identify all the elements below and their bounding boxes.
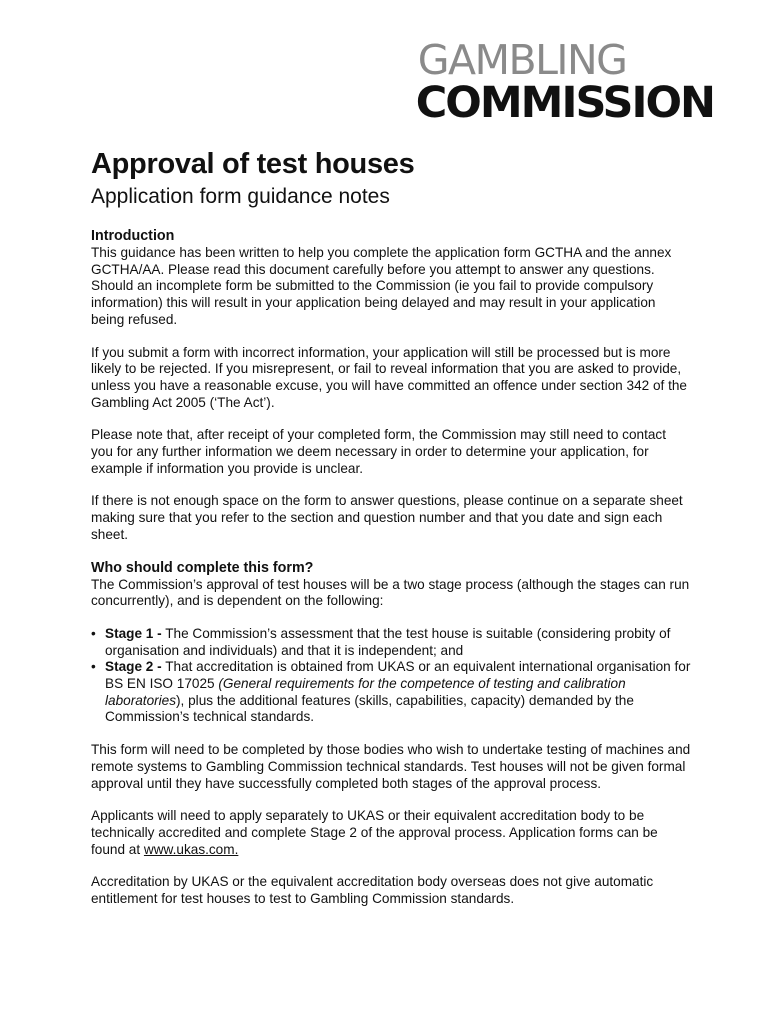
- stage-1-text: The Commission’s assessment that the test house is suitable (considering probity of organisation and individuals) and that it is independent; and: [105, 625, 671, 658]
- stage-1-label: Stage 1 -: [105, 625, 162, 641]
- stage-2-label: Stage 2 -: [105, 659, 162, 675]
- page-title: Approval of test houses: [91, 148, 415, 180]
- who-lead-paragraph: The Commission’s approval of test houses will be a two stage process (although the stages can run concurrently), and is dependent on the following:: [91, 576, 690, 609]
- ukas-link[interactable]: www.ukas.com.: [143, 841, 239, 857]
- stage-2-standard-title: (General requirements for the competence of testing and calibration laboratories: [105, 676, 626, 708]
- introduction-heading: Introduction: [91, 228, 175, 244]
- stage-2-text-a: That accreditation is obtained from UKAS or an equivalent international organisation for BS EN ISO 17025: [105, 659, 691, 692]
- page-subtitle: Application form guidance notes: [91, 185, 390, 208]
- entitlement-paragraph: Accreditation by UKAS or the equivalent accreditation body overseas does not give automatic entitlement for test houses to test to Gambling Commission standards.: [91, 874, 654, 907]
- bullet-icon: •: [91, 625, 96, 641]
- gambling-commission-logo: [415, 36, 714, 128]
- bullet-icon: •: [91, 659, 96, 675]
- stage-1-item: [91, 626, 691, 659]
- intro-paragraph-4: If there is not enough space on the form to answer questions, please continue on a separate sheet making sure that you refer to the section and question number and that you date and sign each sheet.: [91, 493, 683, 542]
- stage-2-text-b: ), plus the additional features (skills, capabilities, capacity) demanded by the Commission’s technical standards.: [105, 692, 634, 725]
- ukas-paragraph-text: Applicants will need to apply separately to UKAS or their equivalent accreditation body to be technically accredited and complete Stage 2 of the approval process. Application forms can be found at: [91, 808, 658, 857]
- intro-paragraph-2: If you submit a form with incorrect information, your application will still be processed but is more likely to be rejected. If you misrepresent, or fail to reveal information that you are asked to provide, unless you have a reasonable excuse, you will have committed an offence under section 342 of the Gambling Act 2005 (‘The Act’).: [91, 344, 687, 410]
- intro-paragraph-1: This guidance has been written to help you complete the application form GCTHA and the annex GCTHA/AA. Please read this document carefully before you attempt to answer any questions. Should an incomplete form be submitted to the Commission (ie you fail to provide compulsory information) this will result in your application being delayed and may result in your application being refused.: [91, 245, 672, 327]
- logo-line-gambling: GAMBLING: [417, 36, 627, 84]
- document-body: [91, 146, 691, 924]
- logo-line-commission: COMMISSION: [415, 78, 714, 128]
- who-heading: Who should complete this form?: [91, 559, 314, 576]
- ukas-paragraph: [91, 808, 691, 858]
- form-purpose-paragraph: This form will need to be completed by those bodies who wish to undertake testing of machines and remote systems to Gambling Commission technical standards. Test houses will not be given formal approval until they have successfully completed both stages of the approval process.: [91, 742, 691, 791]
- intro-paragraph-3: Please note that, after receipt of your completed form, the Commission may still need to contact you for any further information we deem necessary in order to determine your application, for example if information you provide is unclear.: [91, 427, 666, 476]
- stages-list: [91, 626, 691, 726]
- stage-2-item: [91, 659, 691, 726]
